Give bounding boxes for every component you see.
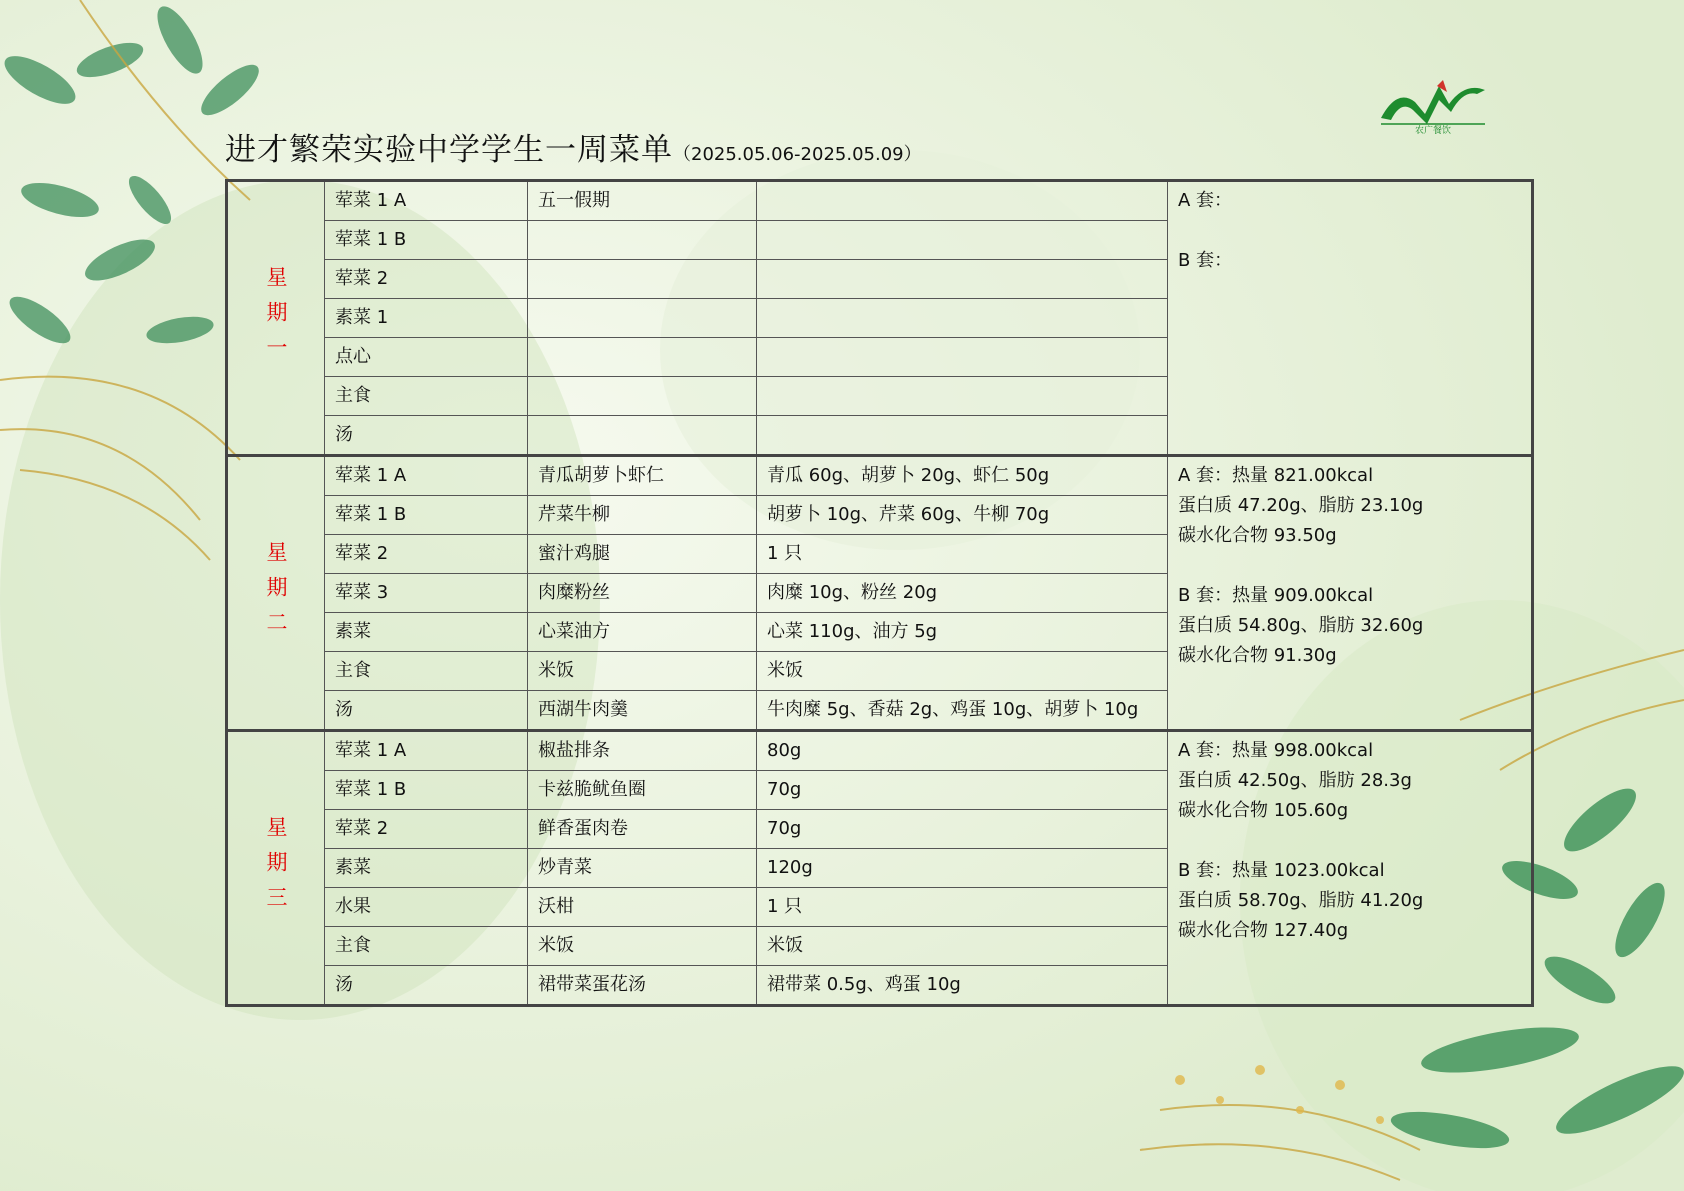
day-block [227,456,1533,731]
day-label: 星期一 [227,181,325,456]
cell-ingredients: 米饭 [757,652,1168,691]
cell-category: 水果 [325,888,528,927]
table-row [227,456,1533,496]
cell-category: 荤菜 2 [325,810,528,849]
cell-category: 汤 [325,416,528,456]
cell-category: 荤菜 3 [325,574,528,613]
cell-category: 荤菜 1 A [325,456,528,496]
cell-category: 荤菜 2 [325,260,528,299]
cell-category: 汤 [325,966,528,1006]
day-label: 星期二 [227,456,325,731]
page-title [225,124,922,169]
cell-dish: 米饭 [528,927,757,966]
cell-ingredients: 80g [757,731,1168,771]
cell-dish [528,299,757,338]
cell-ingredients: 牛肉糜 5g、香菇 2g、鸡蛋 10g、胡萝卜 10g [757,691,1168,731]
title-text: 进才繁荣实验中学学生一周菜单 [225,132,673,168]
logo-icon [1377,80,1489,136]
cell-dish: 五一假期 [528,181,757,221]
nutrition-info: A 套：热量 998.00kcal 蛋白质 42.50g、脂肪 28.3g 碳水化合物 105.60g B 套：热量 1023.00kcal 蛋白质 58.70g、脂肪 41.20g 碳水化合物 127.40g [1168,731,1533,1006]
cell-category: 素菜 1 [325,299,528,338]
cell-ingredients: 120g [757,849,1168,888]
cell-dish [528,260,757,299]
cell-category: 荤菜 1 A [325,181,528,221]
cell-dish: 椒盐排条 [528,731,757,771]
cell-dish: 青瓜胡萝卜虾仁 [528,456,757,496]
cell-dish: 卡兹脆鱿鱼圈 [528,771,757,810]
cell-ingredients: 1 只 [757,535,1168,574]
cell-dish: 心菜油方 [528,613,757,652]
cell-category: 汤 [325,691,528,731]
cell-category: 荤菜 1 B [325,496,528,535]
cell-category: 荤菜 1 A [325,731,528,771]
cell-dish [528,416,757,456]
cell-category: 荤菜 1 B [325,221,528,260]
cell-ingredients [757,221,1168,260]
date-range: （2025.05.06-2025.05.09） [673,144,922,165]
cell-ingredients [757,416,1168,456]
weekly-menu-table [225,179,1534,1007]
cell-ingredients [757,181,1168,221]
cell-dish: 沃柑 [528,888,757,927]
cell-category: 点心 [325,338,528,377]
cell-dish [528,338,757,377]
cell-dish: 蜜汁鸡腿 [528,535,757,574]
cell-ingredients [757,299,1168,338]
day-label: 星期三 [227,731,325,1006]
cell-category: 素菜 [325,613,528,652]
day-block [227,181,1533,456]
cell-ingredients: 心菜 110g、油方 5g [757,613,1168,652]
cell-ingredients: 70g [757,810,1168,849]
cell-category: 主食 [325,927,528,966]
day-block [227,731,1533,1006]
cell-dish: 裙带菜蛋花汤 [528,966,757,1006]
cell-ingredients [757,260,1168,299]
cell-ingredients: 青瓜 60g、胡萝卜 20g、虾仁 50g [757,456,1168,496]
cell-ingredients: 米饭 [757,927,1168,966]
table-row [227,181,1533,221]
cell-ingredients: 裙带菜 0.5g、鸡蛋 10g [757,966,1168,1006]
cell-category: 荤菜 2 [325,535,528,574]
cell-dish: 炒青菜 [528,849,757,888]
cell-ingredients: 70g [757,771,1168,810]
cell-ingredients: 胡萝卜 10g、芹菜 60g、牛柳 70g [757,496,1168,535]
cell-dish: 西湖牛肉羹 [528,691,757,731]
table-row [227,731,1533,771]
nutrition-info: A 套： B 套： [1168,181,1533,456]
logo-text: 农广餐饮 [1414,126,1452,136]
nutrition-info: A 套：热量 821.00kcal 蛋白质 47.20g、脂肪 23.10g 碳水化合物 93.50g B 套：热量 909.00kcal 蛋白质 54.80g、脂肪 32.60g 碳水化合物 91.30g [1168,456,1533,731]
cell-ingredients: 1 只 [757,888,1168,927]
cell-dish [528,221,757,260]
cell-dish: 肉糜粉丝 [528,574,757,613]
cell-dish: 芹菜牛柳 [528,496,757,535]
cell-category: 素菜 [325,849,528,888]
cell-ingredients [757,377,1168,416]
cell-category: 主食 [325,377,528,416]
cell-ingredients [757,338,1168,377]
cell-dish: 米饭 [528,652,757,691]
cell-ingredients: 肉糜 10g、粉丝 20g [757,574,1168,613]
cell-category: 荤菜 1 B [325,771,528,810]
cell-category: 主食 [325,652,528,691]
cell-dish [528,377,757,416]
cell-dish: 鲜香蛋肉卷 [528,810,757,849]
